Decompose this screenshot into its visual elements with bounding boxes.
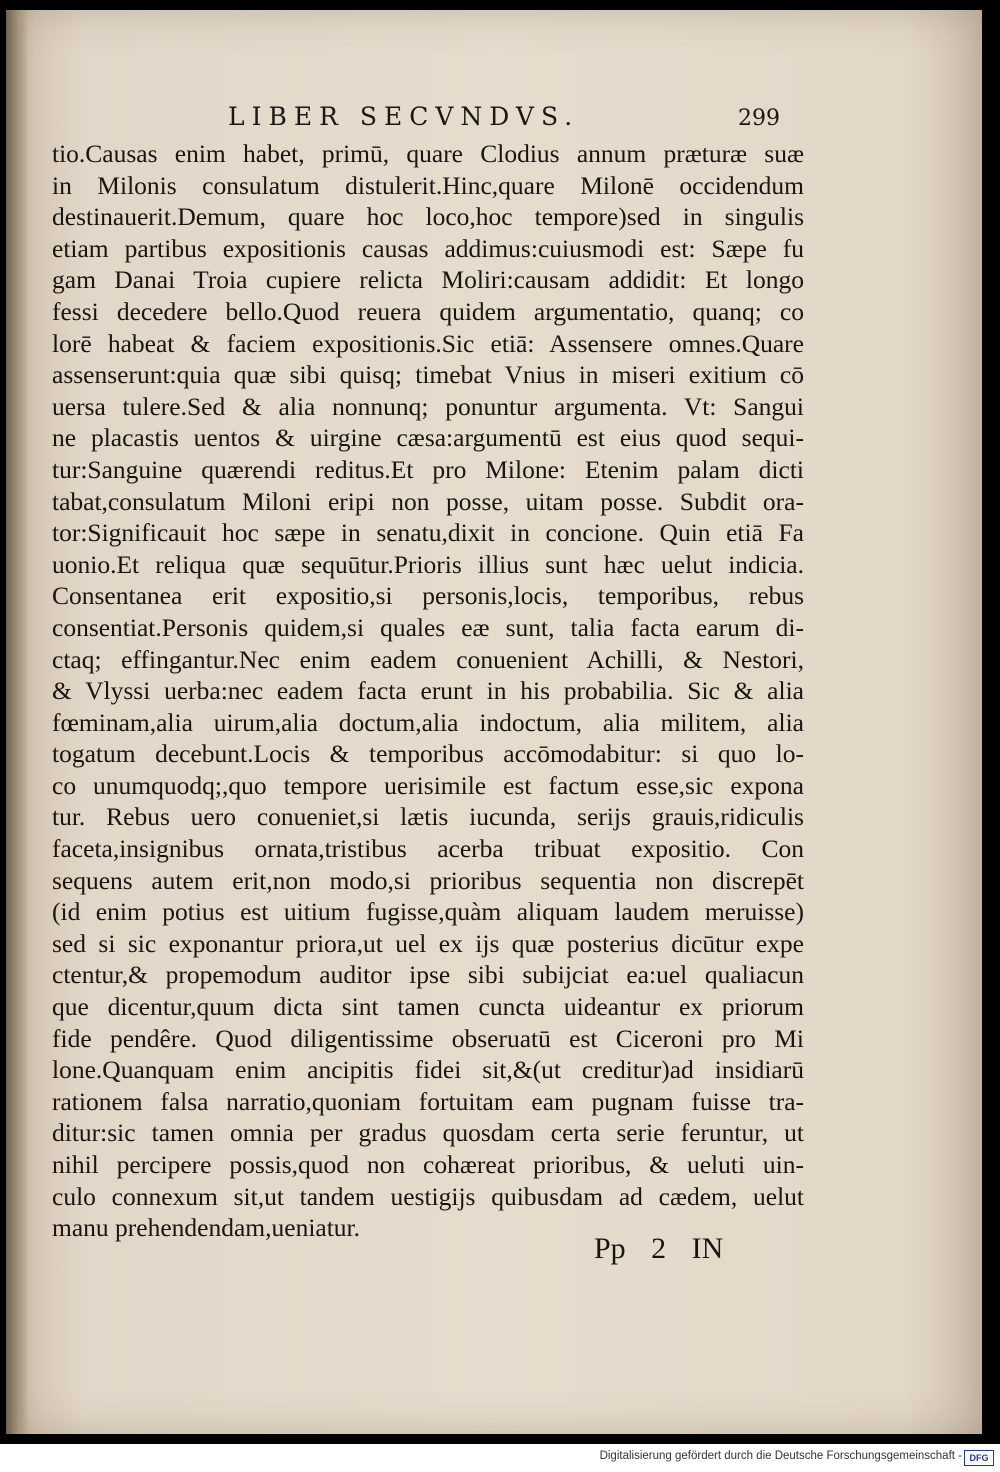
text-line: ne placastis uentos & uirgine cæsa:argumentū est eius quod sequi- — [52, 423, 804, 453]
book-page — [6, 10, 982, 1434]
text-line: lorē habeat & faciem expositionis.Sic etiā: Assensere omnes.Quare — [52, 328, 804, 358]
text-line: ditur:sic tamen omnia per gradus quosdam certa serie feruntur, ut — [52, 1118, 804, 1148]
dfg-logo-icon: DFG — [964, 1450, 994, 1466]
text-line: uersa tulere.Sed & alia nonnunq; ponuntur argumenta. Vt: Sangui — [52, 391, 804, 421]
text-line: sed si sic exponantur priora,ut uel ex ijs quæ posterius dicūtur expe — [52, 928, 804, 958]
text-line: co unumquodq;,quo tempore uerisimile est factum esse,sic expona — [52, 770, 804, 800]
page-number: 299 — [738, 106, 780, 131]
text-line: (id enim potius est uitium fugisse,quàm aliquam laudem meruisse) — [52, 897, 804, 927]
text-line: in Milonis consulatum distulerit.Hinc,quare Milonē occidendum — [52, 170, 804, 200]
text-line: lone.Quanquam enim ancipitis fidei sit,&(ut creditur)ad insidiarū — [52, 1055, 804, 1085]
text-line: assenserunt:quia quæ sibi quisq; timebat Vnius in miseri exitium cō — [52, 360, 804, 390]
footer-bar — [0, 1444, 1000, 1472]
text-line: fessi decedere bello.Quod reuera quidem argumentatio, quanq; co — [52, 296, 804, 326]
text-line: etiam partibus expositionis causas addimus:cuiusmodi est: Sæpe fu — [52, 233, 804, 263]
running-head: LIBER SECVNDVS. — [228, 102, 580, 131]
text-line: ctentur,& propemodum auditor ipse sibi subijciat ea:uel qualiacun — [52, 960, 804, 990]
text-line: nihil percipere possis,quod non cohæreat prioribus, & ueluti uin- — [52, 1150, 804, 1179]
text-line: togatum decebunt.Locis & temporibus accōmodabitur: si quo lo- — [52, 739, 804, 769]
text-line: rationem falsa narratio,quoniam fortuitam eam pugnam fuisse tra- — [52, 1086, 804, 1116]
text-line: uonio.Et reliqua quæ sequūtur.Prioris illius sunt hæc uelut indicia. — [52, 549, 804, 579]
footer-credit: Digitalisierung gefördert durch die Deutsche Forschungsgemeinschaft - — [599, 1450, 962, 1462]
catchword: Pp 2 IN — [594, 1232, 724, 1265]
page-spine-shadow — [6, 10, 28, 1434]
text-line: tio.Causas enim habet, primū, quare Clodius annum præturæ suæ — [52, 139, 804, 168]
text-line: tur. Rebus uero conueniet,si lætis iucunda, serijs grauis,ridiculis — [52, 802, 804, 832]
text-line: destinauerit.Demum, quare hoc loco,hoc tempore)sed in singulis — [52, 202, 804, 232]
text-line: tur:Sanguine quærendi reditus.Et pro Milone: Etenim palam dicti — [52, 454, 804, 484]
text-line: consentiat.Personis quidem,si quales eæ sunt, talia facta earum di- — [52, 612, 804, 642]
text-line: tabat,consulatum Miloni eripi non posse, uitam posse. Subdit ora- — [52, 486, 804, 516]
text-line: fide pendêre. Quod diligentissime obseruatū est Ciceroni pro Mi — [52, 1023, 804, 1053]
text-line: manu prehendendam,ueniatur. — [52, 1213, 361, 1243]
text-line: faceta,insignibus ornata,tristibus acerba tribuat expositio. Con — [52, 834, 804, 864]
text-block — [52, 138, 804, 1244]
text-line: ctaq; effingantur.Nec enim eadem conuenient Achilli, & Nestori, — [52, 644, 804, 674]
text-line: fœminam,alia uirum,alia doctum,alia indoctum, alia militem, alia — [52, 707, 804, 737]
text-line: gam Danai Troia cupiere relicta Moliri:causam addidit: Et longo — [52, 265, 804, 295]
text-line: Consentanea erit expositio,si personis,locis, temporibus, rebus — [52, 581, 804, 611]
text-line: culo connexum sit,ut tandem uestigijs quibusdam ad cædem, uelut — [52, 1181, 804, 1211]
text-line: & Vlyssi uerba:nec eadem facta erunt in his probabilia. Sic & alia — [52, 676, 804, 706]
text-line: que dicentur,quum dicta sint tamen cuncta uideantur ex priorum — [52, 992, 804, 1022]
text-line: tor:Significauit hoc sæpe in senatu,dixit in concione. Quin etiā Fa — [52, 518, 804, 548]
text-line: sequens autem erit,non modo,si prioribus sequentia non discrepēt — [52, 865, 804, 895]
